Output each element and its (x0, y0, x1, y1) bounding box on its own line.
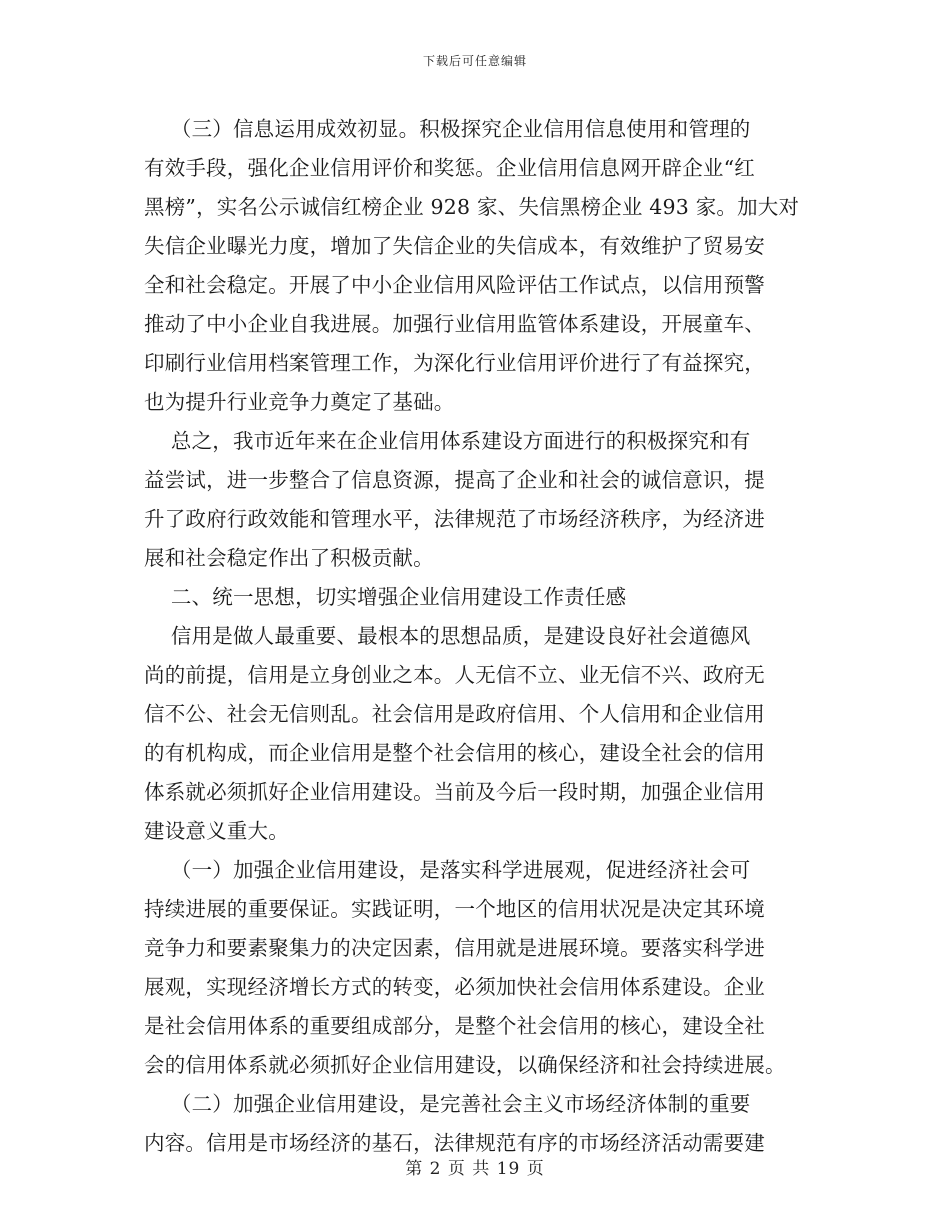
text-line: 全和社会稳定。开展了中小企业信用风险评估工作试点，以信用预警 (144, 273, 765, 297)
text-line: 体系就必须抓好企业信用建设。当前及今后一段时期，加强企业信用 (144, 780, 765, 804)
text-line: 二、统一思想，切实增强企业信用建设工作责任感 (144, 585, 627, 609)
text-line: 的有机构成，而企业信用是整个社会信用的核心，建设全社会的信用 (144, 741, 765, 765)
text-line: 黑榜”，实名公示诚信红榜企业 928 家、失信黑榜企业 493 家。加大对 (144, 195, 800, 219)
text-line: 信用是做人最重要、最根本的思想品质，是建设良好社会道德风 (144, 624, 751, 648)
document-body (144, 110, 810, 1163)
text-line: 印刷行业信用档案管理工作，为深化行业信用评价进行了有益探究， (144, 351, 765, 375)
text-line: 有效手段，强化企业信用评价和奖惩。企业信用信息网开辟企业“红 (144, 156, 755, 180)
text-line: 尚的前提，信用是立身创业之本。人无信不立、业无信不兴、政府无 (144, 663, 765, 687)
text-line: （一）加强企业信用建设，是落实科学进展观，促进经济社会可 (144, 858, 751, 882)
text-line: 是社会信用体系的重要组成部分，是整个社会信用的核心，建设全社 (144, 1014, 765, 1038)
text-line: （二）加强企业信用建设，是完善社会主义市场经济体制的重要 (144, 1092, 751, 1116)
text-line: 竞争力和要素聚集力的决定因素，信用就是进展环境。要落实科学进 (144, 936, 765, 960)
page-header-note: 下载后可任意编辑 (422, 54, 527, 68)
text-line: 失信企业曝光力度，增加了失信企业的失信成本，有效维护了贸易安 (144, 234, 765, 258)
text-line: 也为提升行业竞争力奠定了基础。 (144, 390, 455, 414)
page-number: 第 2 页 共 19 页 (405, 1159, 545, 1179)
text-line: 益尝试，进一步整合了信息资源，提高了企业和社会的诚信意识，提 (144, 468, 765, 492)
text-line: 会的信用体系就必须抓好企业信用建设，以确保经济和社会持续进展。 (144, 1053, 786, 1077)
text-line: 推动了中小企业自我进展。加强行业信用监管体系建设，开展童车、 (144, 312, 765, 336)
text-line: 总之，我市近年来在企业信用体系建设方面进行的积极探究和有 (144, 429, 751, 453)
text-line: 持续进展的重要保证。实践证明，一个地区的信用状况是决定其环境 (144, 897, 765, 921)
text-line: 升了政府行政效能和管理水平，法律规范了市场经济秩序，为经济进 (144, 507, 765, 531)
text-line: 展观，实现经济增长方式的转变，必须加快社会信用体系建设。企业 (144, 975, 765, 999)
text-line: 内容。信用是市场经济的基石，法律规范有序的市场经济活动需要建 (144, 1131, 765, 1155)
text-line: 信不公、社会无信则乱。社会信用是政府信用、个人信用和企业信用 (144, 702, 765, 726)
text-line: 建设意义重大。 (144, 819, 289, 843)
text-line: （三）信息运用成效初显。积极探究企业信用信息使用和管理的 (144, 117, 751, 141)
text-line: 展和社会稳定作出了积极贡献。 (144, 546, 434, 570)
